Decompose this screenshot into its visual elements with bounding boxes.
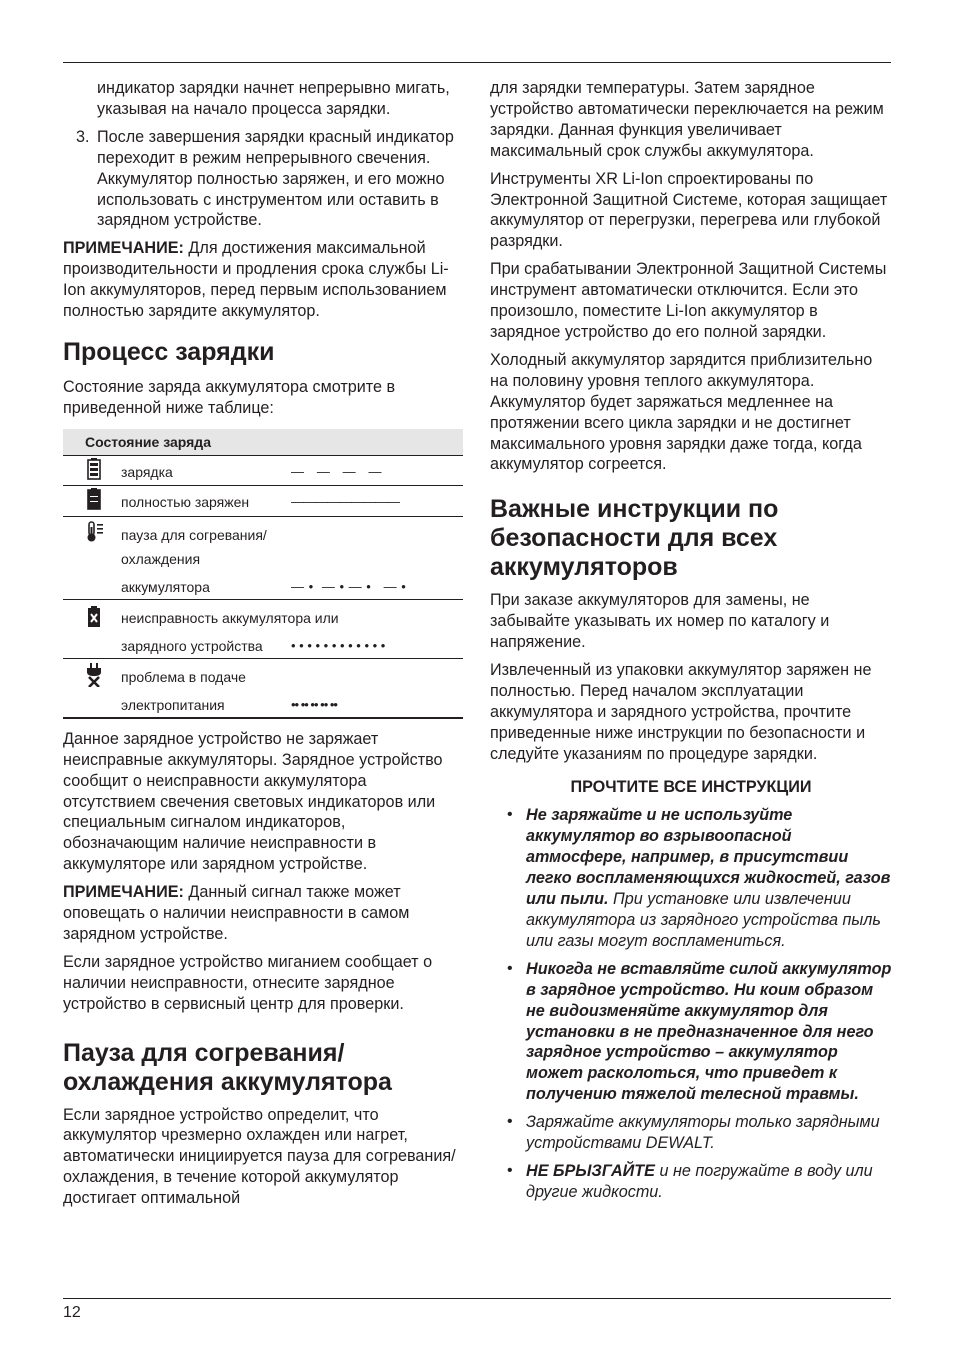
heading-safety-instructions: Важные инструкции по безопасности для всех аккумуляторов: [490, 495, 779, 582]
warning-bold: Не заряжайте и не используйте аккумулятор во взрывоопасной атмосфере, например, в присутствии легко воспламеняющихся жидкостей, газов или пыли.: [526, 806, 891, 909]
blink-pattern: • • • • • • • • • • • •: [291, 637, 386, 653]
note-text: Данный сигнал также может оповещать о наличии неисправности в самом зарядном устройстве.: [63, 883, 410, 943]
power-plug-fault-icon: [86, 663, 102, 687]
row-label: проблема в подаче: [121, 668, 246, 685]
heading-charging-process: Процесс зарядки: [63, 337, 275, 366]
bullet-dot: •: [507, 1113, 513, 1131]
top-rule: [63, 62, 891, 63]
bullet-dot: •: [507, 1161, 513, 1179]
table-row: [63, 456, 463, 486]
battery-full-icon: [87, 488, 101, 510]
warning-text: Заряжайте аккумуляторы только зарядными устройствами DEWALT.: [526, 1113, 880, 1153]
list-continuation: индикатор зарядки начнет непрерывно мигать, указывая на начало процесса зарядки.: [97, 79, 450, 118]
list-item-3: [63, 127, 463, 232]
charge-state-table: [63, 429, 463, 719]
note-charger-fault: [63, 882, 463, 945]
warning-bold: Никогда не вставляйте силой аккумулятор в зарядное устройство. Ни коим образом не видоизменяйте аккумулятор для установки в не предназначенное для него зарядное устройство – аккумулятор может расколоться, что приведет к получению тяжелой телесной травмы.: [526, 959, 892, 1104]
warning-text: и не погружайте в воду или другие жидкости.: [526, 1161, 873, 1201]
table-row: [63, 659, 463, 717]
left-column: [63, 78, 463, 1209]
bottom-rule: [63, 1298, 891, 1299]
blink-pattern: •• •• •• •• ••: [291, 696, 337, 712]
unpacked-paragraph: Извлеченный из упаковки аккумулятор заряжен не полностью. Перед началом эксплуатации аккумулятора и зарядного устройства, прочтите приведенные ниже инструкции по безопасности и следуйте указаниям по процедуре зарядки.: [490, 661, 872, 763]
row-label: пауза для согревания/: [121, 526, 267, 543]
row-label: электропитания: [121, 696, 225, 713]
protection-paragraph: При срабатывании Электронной Защитной Системы инструмент автоматически отключится. Если это произошло, поместите Li-Ion аккумулятор в зарядное устройство до его полной зарядки.: [490, 260, 887, 341]
list-item: [490, 1112, 892, 1154]
blink-pattern: — • — • — • — •: [291, 578, 407, 594]
bullet-dot: •: [507, 959, 513, 977]
heading-warmup-pause: Пауза для согревания/ охлаждения аккумулятора: [63, 1038, 392, 1096]
note-text: Для достижения максимальной производительности и продления срока службы Li-Ion аккумуляторов, перед первым использованием полностью зарядите аккумулятор.: [63, 239, 449, 321]
list-item: [490, 1161, 892, 1203]
list-item: [490, 805, 892, 951]
bullet-dot: •: [507, 806, 513, 824]
row-label: зарядного устройства: [121, 637, 263, 654]
battery-fault-icon: [87, 606, 101, 628]
row-label: зарядка: [121, 463, 173, 480]
note-label: ПРИМЕЧАНИЕ:: [63, 883, 184, 902]
row-label: неисправность аккумулятора или: [121, 609, 339, 626]
process-intro: Состояние заряда аккумулятора смотрите в приведенной ниже таблице:: [63, 377, 396, 417]
table-row: [63, 517, 463, 600]
cold-battery-paragraph: Холодный аккумулятор зарядится приблизительно на половину уровня теплого аккумулятора. Аккумулятор будет заряжаться медленнее на протяжении всего цикла зарядки и не достигнет максимального уровня зарядки даже тогда, когда аккумулятор согреется.: [490, 350, 873, 474]
xr-paragraph: Инструменты XR Li-Ion спроектированы по Электронной Защитной Системе, которая защищает аккумулятор от перегрузки, перегрева или глубокой разрядки.: [490, 169, 888, 251]
table-row: [63, 486, 463, 517]
pause-continuation: для зарядки температуры. Затем зарядное устройство автоматически переключается на режим зарядки. Данная функция увеличивает максимальный срок службы аккумулятора.: [490, 79, 884, 160]
row-label: охлаждения: [121, 550, 201, 567]
note-label: ПРИМЕЧАНИЕ:: [63, 239, 184, 258]
warning-bold: НЕ БРЫЗГАЙТЕ: [526, 1161, 655, 1180]
warning-text: При установке или извлечении аккумулятора из зарядного устройства пыль или газы могут воспламениться.: [526, 890, 881, 950]
table-row: [63, 600, 463, 659]
defect-paragraph: Данное зарядное устройство не заряжает неисправные аккумуляторы. Зарядное устройство сообщит о неисправности аккумулятора отсутствием свечения световых индикаторов или специальным сигналом индикаторов, обозначающим наличие неисправности в аккумуляторе или зарядном устройстве.: [63, 729, 443, 874]
list-item: [490, 959, 892, 1105]
row-label: аккумулятора: [121, 578, 210, 595]
page-number: 12: [63, 1304, 81, 1321]
battery-charging-icon: [87, 458, 101, 480]
blink-pattern: — — — —: [291, 463, 383, 479]
thermometer-icon: [85, 521, 105, 543]
list-item-text: После завершения зарядки красный индикатор переходит в режим непрерывного свечения. Аккумулятор полностью заряжен, и его можно использовать с инструментом или оставить в зарядном устройстве.: [97, 127, 454, 230]
order-paragraph: При заказе аккумуляторов для замены, не забывайте указывать их номер по каталогу и напряжение.: [490, 591, 830, 652]
right-column: [490, 78, 892, 1210]
read-all-instructions: ПРОЧТИТЕ ВСЕ ИНСТРУКЦИИ: [570, 777, 812, 796]
note-first-use: [63, 238, 463, 322]
pause-paragraph: Если зарядное устройство определит, что аккумулятор чрезмерно охлажден или нагрет, автоматически инициируется пауза для согревания/охлаждения, в течение которой аккумулятор достигает оптимальной: [63, 1105, 456, 1208]
row-label: полностью заряжен: [121, 493, 250, 510]
list-number: 3.: [76, 127, 90, 146]
table-header: Состояние заряда: [63, 429, 463, 456]
blink-pattern: —————————: [291, 493, 399, 509]
service-paragraph: Если зарядное устройство миганием сообщает о наличии неисправности, отнесите зарядное устройство в сервисный центр для проверки.: [63, 952, 433, 1013]
